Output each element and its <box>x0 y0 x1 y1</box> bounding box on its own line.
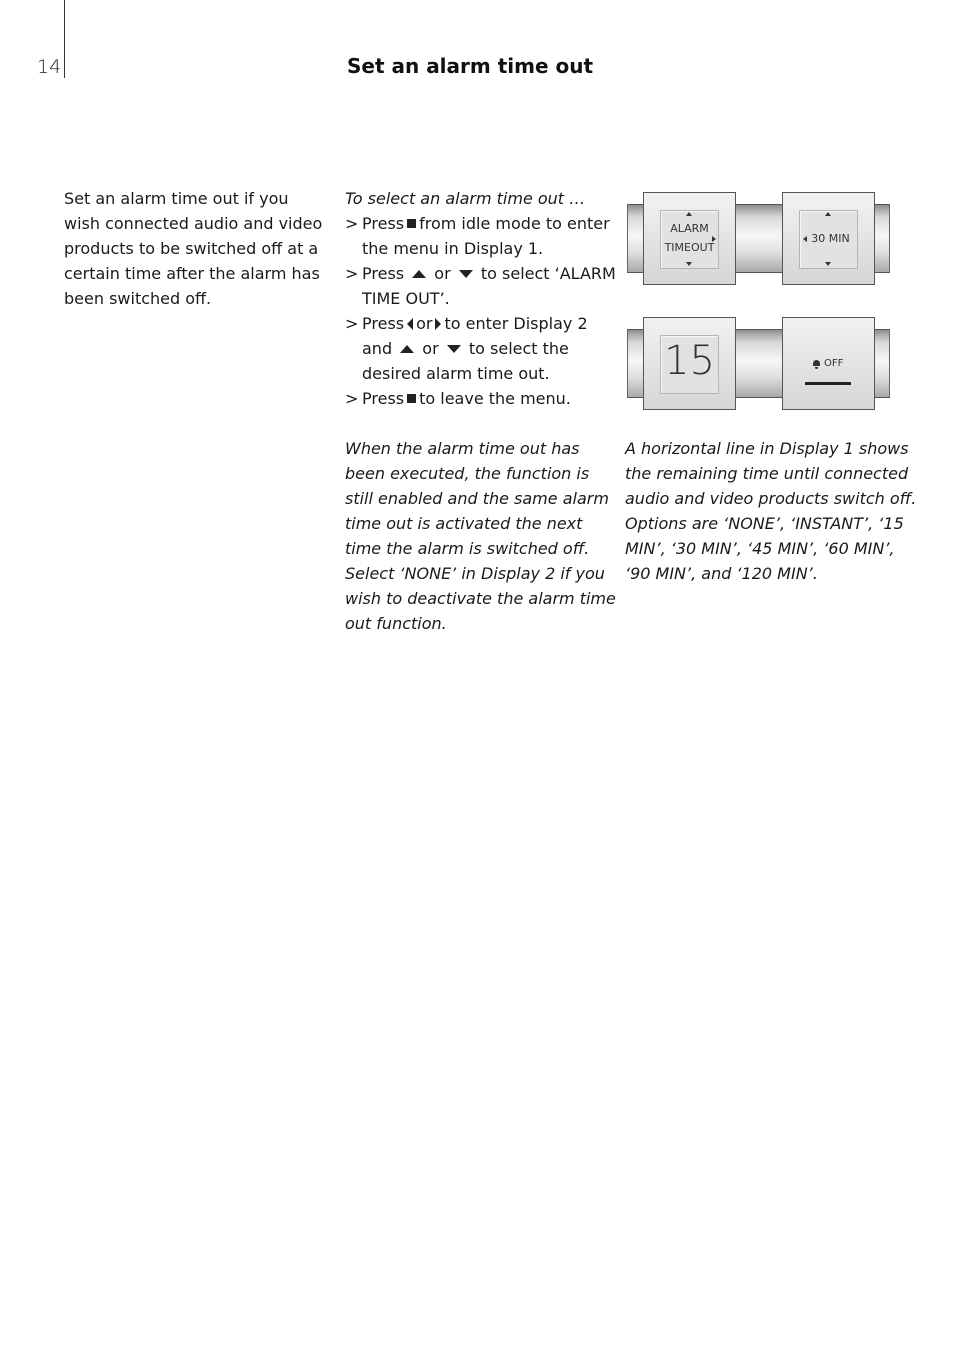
display-2-screen <box>799 210 858 269</box>
display-illustration-menu <box>627 192 890 285</box>
step-1 <box>345 211 620 261</box>
arrow-right-icon <box>712 236 716 242</box>
page-number: 14 <box>37 56 62 78</box>
step-1-text-b: from idle mode to enter the menu in Display 1. <box>362 214 610 258</box>
display-1-block <box>643 192 736 285</box>
step-4 <box>345 386 620 411</box>
arrow-up-icon <box>400 345 414 353</box>
step-4-text-a: Press <box>362 389 405 408</box>
display-1-block <box>643 317 736 410</box>
display-1-screen <box>660 210 719 269</box>
step-3-text-b: or <box>416 314 433 333</box>
intro-paragraph: Set an alarm time out if you wish connected audio and video products to be switched off at a certain time after the alarm has been switched off. <box>64 189 323 308</box>
display-2-block <box>782 317 875 410</box>
arrow-right-icon <box>435 318 441 330</box>
step-3-text-e: to select the desired alarm time out. <box>362 339 569 383</box>
step-2 <box>345 261 620 311</box>
time-out-line <box>805 382 851 385</box>
step-3-text-a: Press <box>362 314 405 333</box>
arrow-up-icon <box>686 212 692 216</box>
step-bullet: > <box>345 214 359 233</box>
step-1-text-a: Press <box>362 214 405 233</box>
note-left: When the alarm time out has been executed, the function is still enabled and the same alarm time out is activated the next time the alarm is switched off. Select ‘NONE’ in Display 2 if you wish to deactivate the alarm time out function. <box>345 439 616 633</box>
display-2-status: OFF <box>824 358 844 369</box>
step-3 <box>345 311 620 386</box>
step-2-text-b: or <box>434 264 451 283</box>
display-2-value: 30 MIN <box>811 232 850 245</box>
page-title: Set an alarm time out <box>347 54 594 78</box>
arrow-down-icon <box>447 345 461 353</box>
display-2-screen <box>799 335 858 394</box>
step-2-text-c: to select ‘ALARM TIME OUT’. <box>362 264 616 308</box>
arrow-down-icon <box>825 262 831 266</box>
arrow-up-icon <box>825 212 831 216</box>
step-bullet: > <box>345 314 359 333</box>
arrow-down-icon <box>686 262 692 266</box>
step-2-text-a: Press <box>362 264 405 283</box>
bell-icon <box>813 360 820 366</box>
display-1-number: 15 <box>664 338 715 384</box>
arrow-down-icon <box>459 270 473 278</box>
arrow-left-icon <box>407 318 413 330</box>
instructions-heading: To select an alarm time out … <box>345 189 586 208</box>
note-right: A horizontal line in Display 1 shows the remaining time until connected audio and video products switch off. Options are ‘NONE’, ‘INSTANT’, ‘15 MIN’, ‘30 MIN’, ‘45 MIN’, ‘60 MIN’, ‘90 MIN’, and ‘120 MIN’. <box>625 439 917 583</box>
display-illustration-idle <box>627 317 890 410</box>
step-3-text-d: or <box>422 339 439 358</box>
step-bullet: > <box>345 264 359 283</box>
display-2-block <box>782 192 875 285</box>
margin-rule <box>64 0 65 78</box>
square-stop-icon <box>407 394 416 403</box>
step-bullet: > <box>345 389 359 408</box>
arrow-up-icon <box>412 270 426 278</box>
square-stop-icon <box>407 219 416 228</box>
instructions <box>345 186 620 411</box>
step-4-text-b: to leave the menu. <box>419 389 571 408</box>
display-1-screen <box>660 335 719 394</box>
step-3-text-c: to enter Display 2 and <box>362 314 588 358</box>
display-1-line-2: TIMEOUT <box>664 241 715 254</box>
display-1-line-1: ALARM <box>670 222 709 235</box>
